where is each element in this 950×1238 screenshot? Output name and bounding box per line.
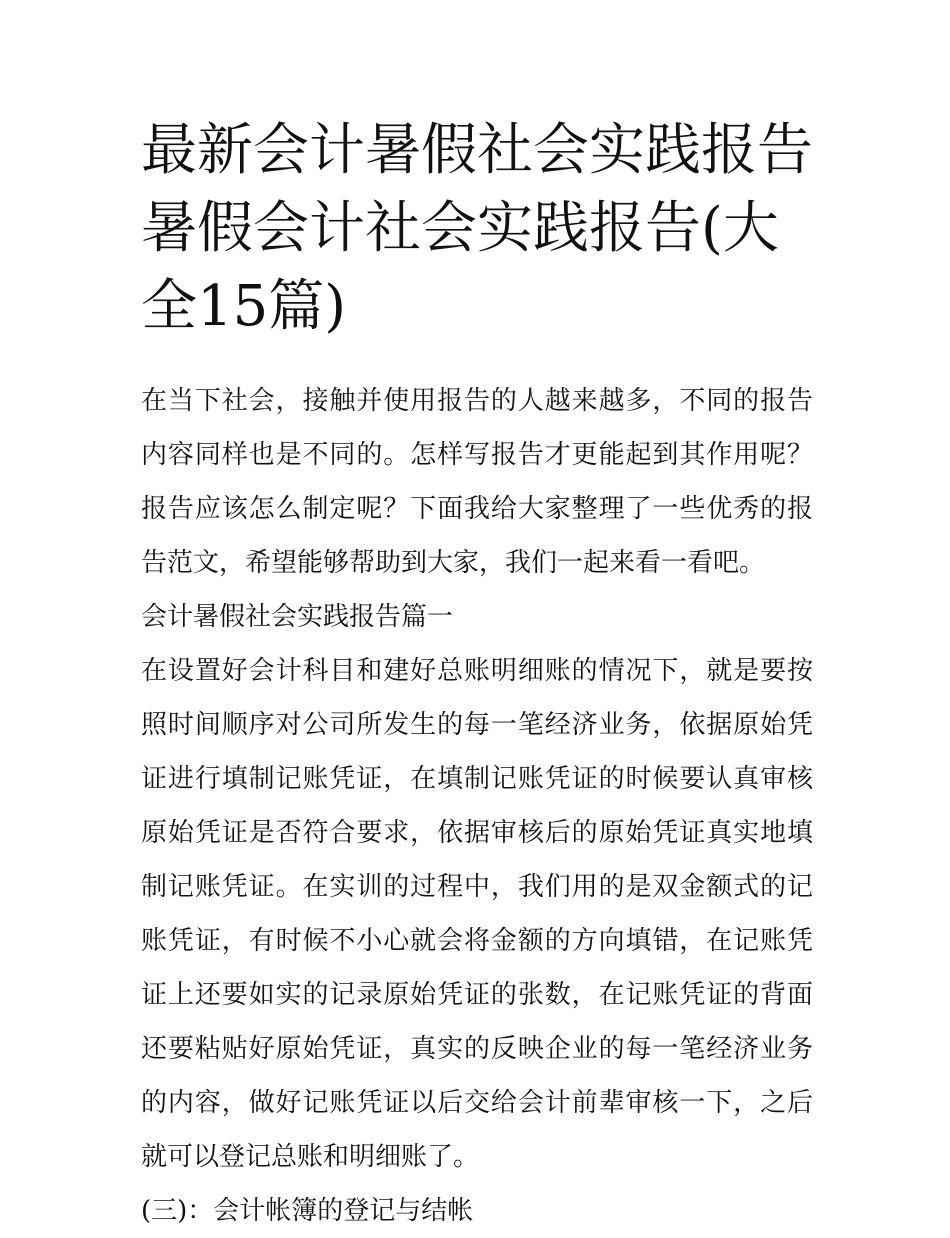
document-title-text: 最新会计暑假社会实践报告 暑假会计社会实践报告(大全15篇) bbox=[141, 118, 831, 339]
document-title bbox=[141, 112, 831, 346]
subsection-heading: (三)：会计帐簿的登记与结帐 bbox=[141, 1196, 474, 1226]
body-paragraph: 在设置好会计科目和建好总账明细账的情况下，就是要按照时间顺序对公司所发生的每一笔经济业务，依据原始凭证进行填制记账凭证，在填制记账凭证的时候要认真审核原始凭证是否符合要求，依据审核后的原始凭证真实地填制记账凭证。在实训的过程中，我们用的是双金额式的记账凭证，有时候不小心就会将金额的方向填错，在记账凭证上还要如实的记录原始凭证的张数，在记账凭证的背面还要粘贴好原始凭证，真实的反映企业的每一笔经济业务的内容，做好记账凭证以后交给会计前辈审核一下，之后就可以登记总账和明细账了。 bbox=[141, 656, 813, 1172]
intro-paragraph: 在当下社会，接触并使用报告的人越来越多，不同的报告内容同样也是不同的。怎样写报告才更能起到其作用呢？报告应该怎么制定呢？下面我给大家整理了一些优秀的报告范文，希望能够帮助到大家，我们一起来看一看吧。 bbox=[141, 386, 813, 578]
document-content bbox=[141, 112, 831, 1238]
section-heading: 会计暑假社会实践报告篇一 bbox=[141, 602, 454, 632]
